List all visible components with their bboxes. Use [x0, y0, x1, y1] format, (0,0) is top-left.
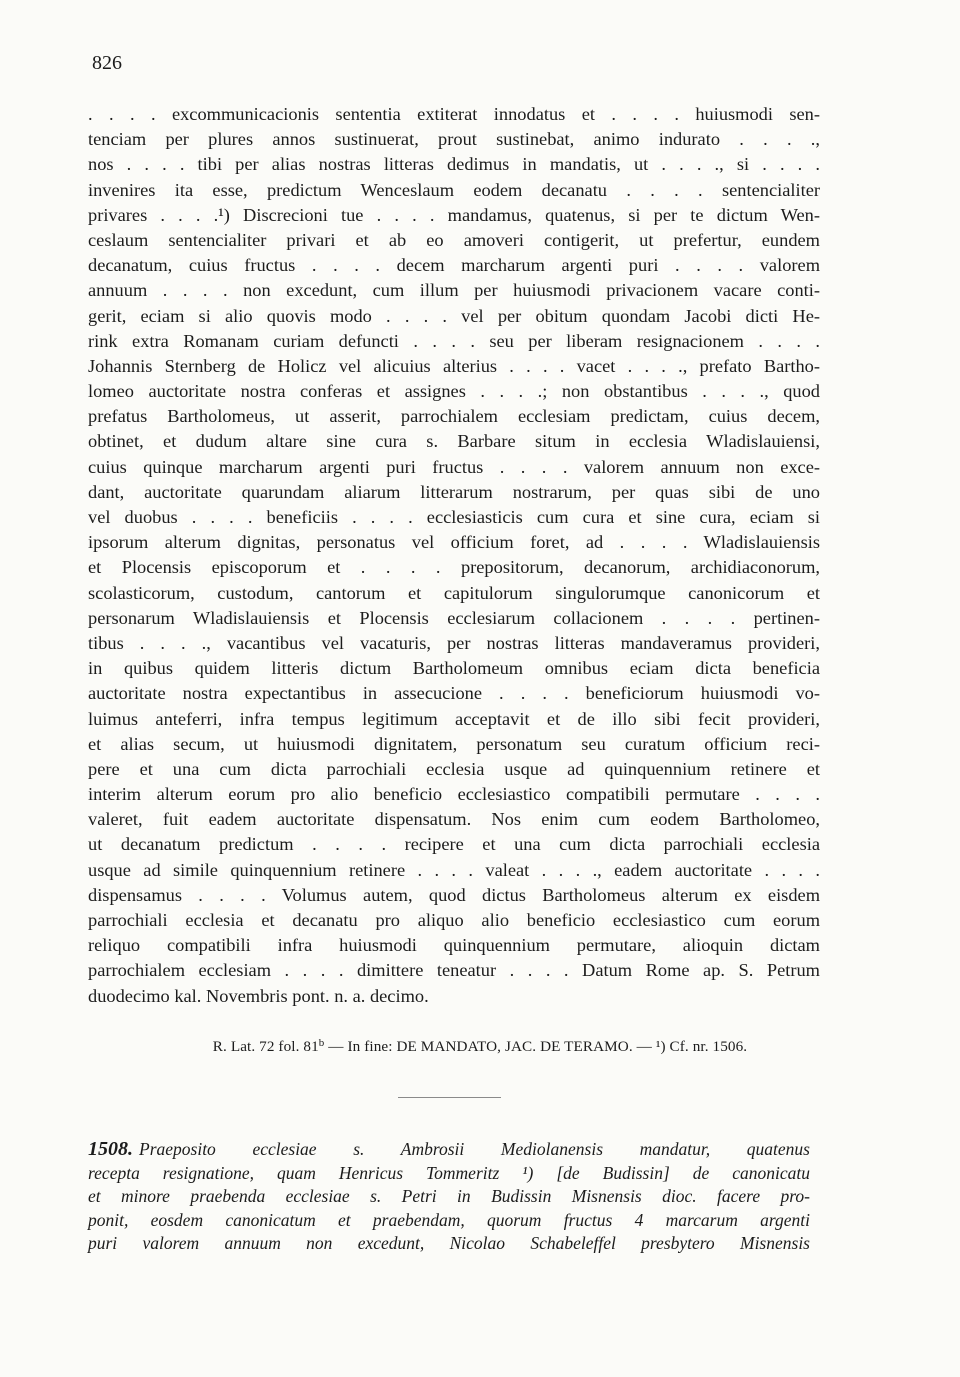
- footnote-source-suffix: — In fine: DE MANDATO, JAC. DE TERAMO. — ¹) Cf. nr. 1506.: [324, 1038, 748, 1055]
- text-line: Johannis Sternberg de Holicz vel alicuius alterius . . . . vacet . . . ., prefato Bartho-: [88, 355, 820, 376]
- text-line: in quibus quidem litteris dictum Bartholomeum omnibus eciam dicta beneficia: [88, 658, 820, 679]
- text-line: pere et una cum dicta parrochiali ecclesia usque ad quinquennium retinere et: [88, 758, 820, 779]
- text-line: parrochiali ecclesia et decanatu pro aliquo alio beneficio ecclesiastico cum eorum: [88, 910, 820, 930]
- text-line: tenciam per plures annos sustinuerat, prout sustinebat, animo indurato . . . .,: [88, 129, 820, 150]
- text-line: duodecimo kal. Novembris pont. n. a. decimo.: [88, 985, 429, 1006]
- entry-line-text: Praeposito ecclesiae s. Ambrosii Mediolanensis mandatur, quatenus: [139, 1139, 810, 1159]
- entry-first-line: [88, 1138, 810, 1162]
- text-line: interim alterum eorum pro alio beneficio ecclesiastico compatibili permutare . . . .: [88, 784, 820, 805]
- entry-number: 1508.: [88, 1138, 133, 1160]
- entry-line: et minore praebenda ecclesiae s. Petri in Budissin Misnensis dioc. facere pro-: [88, 1186, 810, 1206]
- text-line: luimus anteferri, infra tempus legitimum acceptavit et de illo sibi fecit provideri,: [88, 708, 820, 729]
- text-line: scolasticorum, custodum, cantorum et capitulorum singulorumque canonicorum et: [88, 582, 820, 603]
- text-line: prefatus Bartholomeus, ut asserit, parrochialem ecclesiam predictam, cuius decem,: [88, 406, 820, 427]
- text-line: usque ad simile quinquennium retinere . . . . valeat . . . ., eadem auctoritate . . . .: [88, 859, 820, 880]
- text-line: personarum Wladislauiensis et Plocensis ecclesiarum collacionem . . . . pertinen-: [88, 607, 820, 628]
- text-line: invenires ita esse, predictum Wenceslaum eodem decanatu . . . . sentencialiter: [88, 179, 820, 200]
- text-line: rink extra Romanam curiam defuncti . . . . seu per liberam resignacionem . . . .: [88, 330, 820, 351]
- text-line: decanatum, cuius fructus . . . . decem marcharum argenti puri . . . . valorem: [88, 255, 820, 276]
- text-line: valeret, fuit eadem auctoritate dispensatum. Nos enim cum eodem Bartholomeo,: [88, 809, 820, 830]
- text-line: lomeo auctoritate nostra conferas et assignes . . . .; non obstantibus . . . ., quod: [88, 381, 820, 402]
- text-line: privares . . . .¹) Discrecioni tue . . . . mandamus, quatenus, si per te dictum Wen-: [88, 204, 820, 225]
- footnote: [0, 1037, 960, 1056]
- entry-line: recepta resignatione, quam Henricus Tommeritz ¹) [de Budissin] de canonicatu: [88, 1162, 810, 1183]
- text-line: nos . . . . tibi per alias nostras litteras dedimus in mandatis, ut . . . ., si . . . .: [88, 154, 820, 175]
- entry-line: puri valorem annuum non excedunt, Nicolao Schabeleffel presbytero Misnensis: [88, 1233, 810, 1253]
- text-line: annuum . . . . non excedunt, cum illum per huiusmodi privacionem vacare conti-: [88, 280, 820, 301]
- text-line: gerit, eciam si alio quovis modo . . . . vel per obitum quondam Jacobi dicti He-: [88, 305, 820, 326]
- page-number: 826: [92, 52, 122, 74]
- text-line: auctoritate nostra expectantibus in assecucione . . . . beneficiorum huiusmodi vo-: [88, 683, 820, 704]
- entry-1508: [88, 1138, 810, 1256]
- text-line: cuius quinque marcharum argenti puri fructus . . . . valorem annuum non exce-: [88, 456, 820, 477]
- text-line: tibus . . . ., vacantibus vel vacaturis, per nostras litteras mandaveramus provideri,: [88, 632, 820, 653]
- text-line: ipsorum alterum dignitas, personatus vel officium foret, ad . . . . Wladislauiensis: [88, 532, 820, 553]
- separator-line: [398, 1097, 501, 1098]
- text-line: reliquo compatibili infra huiusmodi quinquennium permutare, alioquin dictam: [88, 935, 820, 956]
- footnote-source-prefix: R. Lat. 72 fol. 81: [212, 1038, 319, 1055]
- entry-line: ponit, eosdem canonicatum et praebendam, quorum fructus 4 marcarum argenti: [88, 1209, 810, 1230]
- text-line: ceslaum sentencialiter privari et ab eo amoveri contigerit, ut prefertur, eundem: [88, 229, 820, 250]
- text-line: et Plocensis episcoporum et . . . . prepositorum, decanorum, archidiaconorum,: [88, 557, 820, 578]
- text-line: parrochialem ecclesiam . . . . dimittere teneatur . . . . Datum Rome ap. S. Petrum: [88, 960, 820, 981]
- footnote-source-sup: b: [318, 1037, 325, 1049]
- text-line: . . . . excommunicacionis sententia extiterat innodatus et . . . . huiusmodi sen-: [88, 104, 820, 124]
- text-line: obtinet, et dudum altare sine cura s. Barbare situm in ecclesia Wladislauiensi,: [88, 431, 820, 452]
- text-line: et alias secum, ut huiusmodi dignitatem, personatum seu curatum officium reci-: [88, 733, 820, 754]
- text-line: dispensamus . . . . Volumus autem, quod dictus Bartholomeus alterum ex eisdem: [88, 884, 820, 905]
- text-line: vel duobus . . . . beneficiis . . . . ecclesiasticis cum cura et sine cura, eciam si: [88, 507, 820, 527]
- text-line: ut decanatum predictum . . . . recipere et una cum dicta parrochiali ecclesia: [88, 834, 820, 855]
- main-text: [88, 102, 820, 1009]
- text-line: dant, auctoritate quarundam aliarum litterarum nostrarum, per quas sibi de uno: [88, 481, 820, 502]
